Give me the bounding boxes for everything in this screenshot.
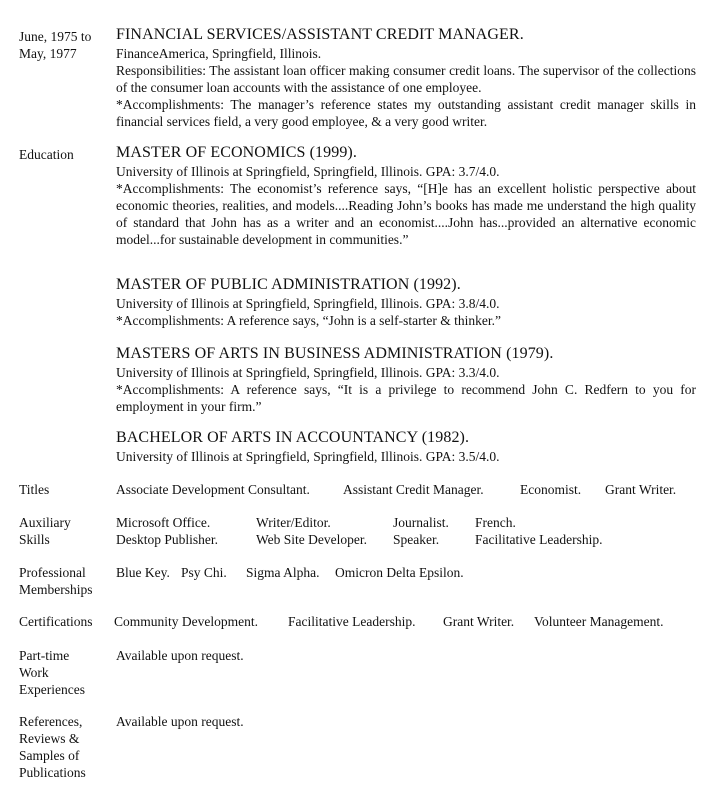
certifications-label: Certifications: [19, 614, 93, 629]
degree-accomplishments: *Accomplishments: The economist’s reference says, “[H]e has an excellent holistic perspective about economic theories, realities, and models....Reading John’s books has made me understand the high quality of standard that John has as a writer and an economist....John has...provided an alternative economic model...for sustainable development in communities.”: [116, 181, 696, 247]
degree-accomplishments: *Accomplishments: A reference says, “It is a privilege to recommend John C. Redfern to you for employment in your firm.”: [116, 382, 696, 414]
certification-item: Grant Writer.: [443, 614, 515, 629]
skill-item: Facilitative Leadership.: [475, 532, 603, 547]
part-time-value: Available upon request.: [116, 648, 244, 663]
degree-title: MASTER OF ECONOMICS (1999).: [116, 144, 357, 161]
degree-title: MASTERS OF ARTS IN BUSINESS ADMINISTRATION (1979).: [116, 345, 554, 362]
certification-item: Community Development.: [114, 614, 258, 629]
certification-item: Volunteer Management.: [534, 614, 664, 629]
part-time-label: Part-time Work Experiences: [19, 648, 85, 697]
degree-entry: [116, 344, 696, 415]
membership-item: Psy Chi.: [181, 565, 227, 580]
degree-school: University of Illinois at Springfield, Springfield, Illinois. GPA: 3.3/4.0.: [116, 365, 500, 380]
skill-item: Journalist.: [393, 515, 449, 530]
job-entry: [116, 25, 696, 130]
education-label: Education: [19, 147, 74, 162]
certification-item: Facilitative Leadership.: [288, 614, 416, 629]
job-responsibilities: Responsibilities: The assistant loan officer making consumer credit loans. The supervisor of the collections of the consumer loan accounts with the assistance of one employee.: [116, 63, 696, 95]
skill-item: Microsoft Office.: [116, 515, 211, 530]
job-title: FINANCIAL SERVICES/ASSISTANT CREDIT MANAGER.: [116, 26, 524, 43]
title-item: Economist.: [520, 482, 582, 497]
degree-entry: [116, 275, 696, 329]
memberships-label: Professional Memberships: [19, 565, 93, 597]
degree-entry: [116, 428, 696, 465]
membership-item: Sigma Alpha.: [246, 565, 320, 580]
degree-title: BACHELOR OF ARTS IN ACCOUNTANCY (1982).: [116, 429, 470, 446]
membership-item: Omicron Delta Epsilon.: [335, 565, 464, 580]
title-item: Associate Development Consultant.: [116, 482, 310, 497]
membership-item: Blue Key.: [116, 565, 170, 580]
skill-item: Writer/Editor.: [256, 515, 331, 530]
job-date-label: June, 1975 to May, 1977: [19, 29, 92, 61]
degree-school: University of Illinois at Springfield, Springfield, Illinois. GPA: 3.8/4.0.: [116, 296, 500, 311]
skill-item: Speaker.: [393, 532, 440, 547]
degree-school: University of Illinois at Springfield, Springfield, Illinois. GPA: 3.7/4.0.: [116, 164, 500, 179]
degree-title: MASTER OF PUBLIC ADMINISTRATION (1992).: [116, 276, 461, 293]
auxiliary-skills-label: Auxiliary Skills: [19, 515, 71, 547]
job-employer: FinanceAmerica, Springfield, Illinois.: [116, 46, 322, 61]
skill-item: Desktop Publisher.: [116, 532, 219, 547]
references-label: References, Reviews & Samples of Publications: [19, 714, 86, 780]
titles-label: Titles: [19, 482, 50, 497]
skill-item: French.: [475, 515, 516, 530]
title-item: Grant Writer.: [605, 482, 677, 497]
degree-school: University of Illinois at Springfield, Springfield, Illinois. GPA: 3.5/4.0.: [116, 449, 500, 464]
skill-item: Web Site Developer.: [256, 532, 368, 547]
degree-entry: [116, 143, 696, 248]
title-item: Assistant Credit Manager.: [343, 482, 484, 497]
degree-accomplishments: *Accomplishments: A reference says, “John is a self-starter & thinker.”: [116, 313, 502, 328]
job-accomplishments: *Accomplishments: The manager’s reference states my outstanding assistant credit manager skills in financial services field, a very good employee, & a very good writer.: [116, 97, 696, 129]
references-value: Available upon request.: [116, 714, 244, 729]
